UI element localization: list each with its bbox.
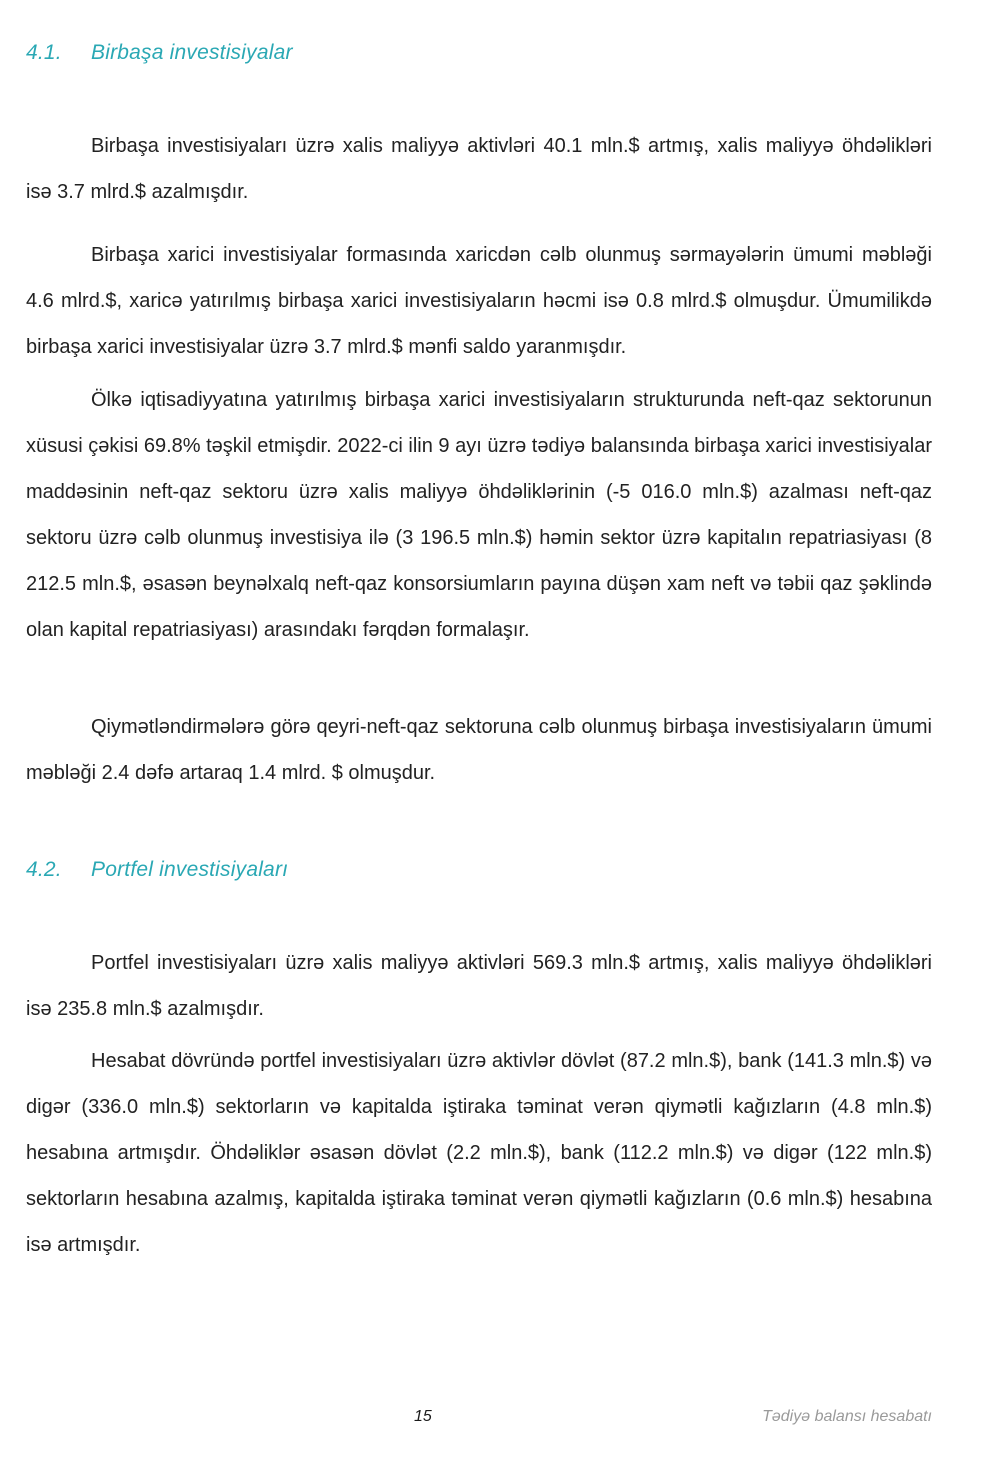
section-number: 4.1. [26, 41, 62, 64]
paragraph: Hesabat dövründə portfel investisiyaları üzrə aktivlər dövlət (87.2 mln.$), bank (141.3 mln.$) və digər (336.0 mln.$) sektorların və kapitalda iştiraka təminat verən qiymətli kağızların (4.8 mln.$) hesabına artmışdır. Öhdəliklər əsasən dövlət (2.2 mln.$), bank (112.2 mln.$) və digər (122 mln.$) sektorların hesabına azalmış, kapitalda iştiraka təminat verən qiymətli kağızların (0.6 mln.$) hesabına isə artmışdır. [26, 1050, 932, 1256]
page-number: 15 [414, 1408, 432, 1425]
section-heading-portfolio-investments [26, 858, 288, 882]
paragraph: Birbaşa xarici investisiyalar formasında xaricdən cəlb olunmuş sərmayələrin ümumi məbləği 4.6 mlrd.$, xaricə yatırılmış birbaşa xarici investisiyaların həcmi isə 0.8 mlrd.$ olmuşdur. Ümumilikdə birbaşa xarici investisiyalar üzrə 3.7 mlrd.$ mənfi saldo yaranmışdır. [26, 244, 932, 358]
report-title-footer: Tədiyə balansı hesabatı [762, 1408, 932, 1425]
section-title: Birbaşa investisiyalar [91, 41, 293, 64]
section-heading-direct-investments [26, 41, 293, 65]
paragraph: Portfel investisiyaları üzrə xalis maliyyə aktivləri 569.3 mln.$ artmış, xalis maliyyə öhdəlikləri isə 235.8 mln.$ azalmışdır. [26, 952, 932, 1020]
section-title: Portfel investisiyaları [91, 858, 289, 881]
document-page [26, 0, 932, 1460]
paragraph: Birbaşa investisiyaları üzrə xalis maliyyə aktivləri 40.1 mln.$ artmış, xalis maliyyə öhdəlikləri isə 3.7 mlrd.$ azalmışdır. [26, 135, 932, 203]
paragraph: Ölkə iqtisadiyyatına yatırılmış birbaşa xarici investisiyaların strukturunda neft-qaz sektorunun xüsusi çəkisi 69.8% təşkil etmişdir. 2022-ci ilin 9 ayı üzrə tədiyə balansında birbaşa xarici investisiyalar maddəsinin neft-qaz sektoru üzrə xalis maliyyə öhdəliklərinin (-5 016.0 mln.$) azalması neft-qaz sektoru üzrə cəlb olunmuş investisiya ilə (3 196.5 mln.$) həmin sektor üzrə kapitalın repatriasiyası (8 212.5 mln.$, əsasən beynəlxalq neft-qaz konsorsiumların payına düşən xam neft və təbii qaz şəklində olan kapital repatriasiyası) arasındakı fərqdən formalaşır. [26, 389, 932, 641]
section-number: 4.2. [26, 858, 62, 881]
paragraph: Qiymətləndirmələrə görə qeyri-neft-qaz sektoruna cəlb olunmuş birbaşa investisiyaların ümumi məbləği 2.4 dəfə artaraq 1.4 mlrd. $ olmuşdur. [26, 716, 932, 784]
